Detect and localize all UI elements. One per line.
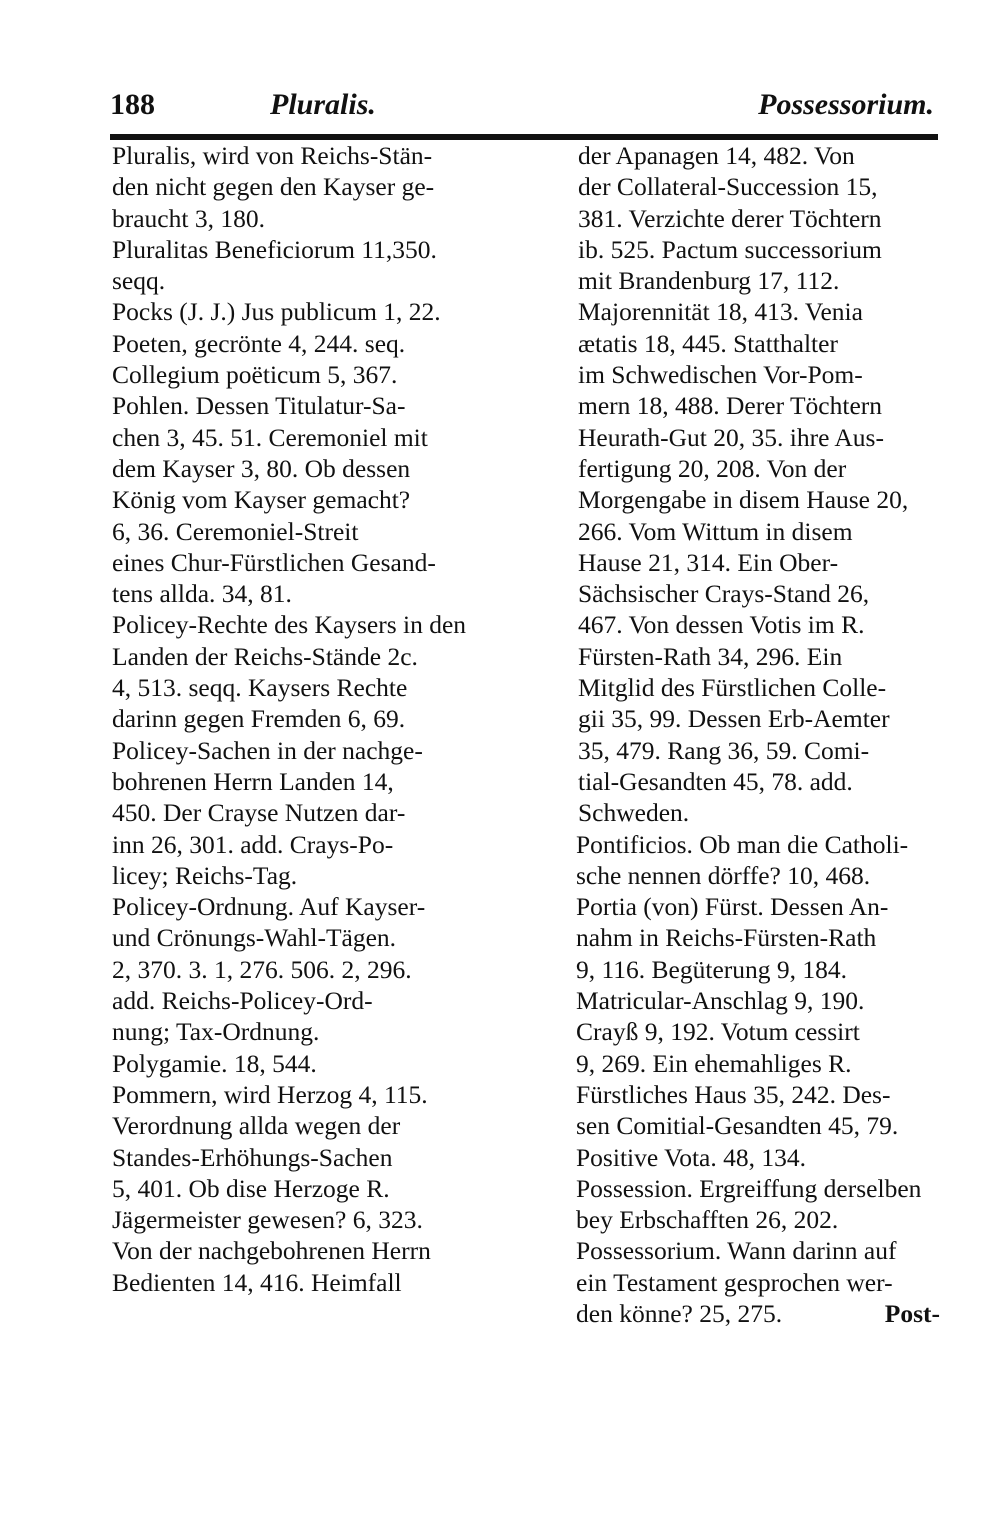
entry-line: Pocks (J. J.) Jus publicum 1, 22. bbox=[112, 297, 441, 327]
entry-line: mern 18, 488. Derer Töchtern bbox=[578, 391, 883, 421]
entry-line: Von der nachgebohrenen Herrn bbox=[112, 1236, 431, 1266]
left-column bbox=[112, 140, 516, 1298]
entry-line: Policey-Rechte des Kaysers in den bbox=[112, 610, 467, 640]
entry-line: Possessorium. Wann darinn auf bbox=[576, 1236, 897, 1266]
entry-line: Heurath-Gut 20, 35. ihre Aus- bbox=[578, 422, 884, 452]
page-number: 188 bbox=[110, 88, 155, 121]
entry-line: sen Comitial-Gesandten 45, 79. bbox=[576, 1111, 899, 1141]
entry-line: tial-Gesandten 45, 78. add. bbox=[578, 766, 853, 796]
entry-line: Pommern, wird Herzog 4, 115. bbox=[112, 1079, 428, 1109]
entry-line: Landen der Reichs-Stände 2c. bbox=[112, 641, 418, 671]
right-column bbox=[540, 140, 940, 1330]
entry-line: Hause 21, 314. Ein Ober- bbox=[578, 547, 839, 577]
index-entry bbox=[112, 296, 516, 327]
entry-line: nahm in Reichs-Fürsten-Rath bbox=[576, 923, 877, 953]
entry-line: Majorennität 18, 413. Venia bbox=[578, 297, 863, 327]
entry-line: Morgengabe in disem Hause 20, bbox=[578, 485, 909, 515]
entry-line: 4, 513. seqq. Kaysers Rechte bbox=[112, 673, 408, 703]
entry-line: Sächsischer Crays-Stand 26, bbox=[578, 579, 870, 609]
entry-line: Mitglid des Fürstlichen Colle- bbox=[578, 673, 887, 703]
index-entry bbox=[540, 891, 940, 1141]
index-entry bbox=[112, 609, 516, 891]
entry-line: inn 26, 301. add. Crays-Po- bbox=[112, 829, 394, 859]
index-entry bbox=[112, 140, 516, 234]
entry-line: Collegium poëticum 5, 367. bbox=[112, 360, 398, 390]
index-entry bbox=[112, 1048, 516, 1079]
entry-line: Bedienten 14, 416. Heimfall bbox=[112, 1267, 402, 1297]
entry-line: tens allda. 34, 81. bbox=[112, 579, 292, 609]
entry-line: chen 3, 45. 51. Ceremoniel mit bbox=[112, 422, 428, 452]
index-entry bbox=[112, 328, 516, 391]
entry-line: 9, 116. Begüterung 9, 184. bbox=[576, 954, 848, 984]
entry-line: Pontificios. Ob man die Catholi- bbox=[576, 829, 909, 859]
index-entry bbox=[112, 390, 516, 609]
entry-line: der Apanagen 14, 482. Von bbox=[578, 141, 855, 170]
entry-line: Pohlen. Dessen Titulatur-Sa- bbox=[112, 391, 406, 421]
index-entry bbox=[540, 140, 940, 829]
entry-line: 450. Der Crayse Nutzen dar- bbox=[112, 798, 406, 828]
entry-line: den nicht gegen den Kayser ge- bbox=[112, 172, 435, 202]
entry-line: Pluralitas Beneficiorum 11,350. bbox=[112, 234, 437, 264]
entry-line: nung; Tax-Ordnung. bbox=[112, 1017, 320, 1047]
entry-line: Fürsten-Rath 34, 296. Ein bbox=[578, 641, 843, 671]
catchword: Post- bbox=[884, 1299, 940, 1329]
entry-line: darinn gegen Fremden 6, 69. bbox=[112, 704, 406, 734]
index-entry bbox=[540, 1142, 940, 1173]
running-header bbox=[110, 88, 940, 128]
entry-line: der Collateral-Succession 15, bbox=[578, 172, 878, 202]
entry-line: braucht 3, 180. bbox=[112, 203, 265, 233]
entry-line: Polygamie. 18, 544. bbox=[112, 1048, 317, 1078]
index-entry bbox=[112, 234, 516, 297]
entry-line: 9, 269. Ein ehemahliges R. bbox=[576, 1048, 852, 1078]
entry-line: gii 35, 99. Dessen Erb-Aemter bbox=[578, 704, 890, 734]
entry-line: 35, 479. Rang 36, 59. Comi- bbox=[578, 735, 870, 765]
entry-line: sche nennen dörffe? 10, 468. bbox=[576, 860, 871, 890]
entry-line: Crayß 9, 192. Votum cessirt bbox=[576, 1017, 860, 1047]
entry-line: bey Erbschafften 26, 202. bbox=[576, 1205, 839, 1235]
left-headword: Pluralis. bbox=[270, 88, 376, 121]
entry-line: Standes-Erhöhungs-Sachen bbox=[112, 1142, 393, 1172]
entry-line: Jägermeister gewesen? 6, 323. bbox=[112, 1205, 423, 1235]
entry-line: ein Testament gesprochen wer- bbox=[576, 1267, 893, 1297]
entry-line: im Schwedischen Vor-Pom- bbox=[578, 360, 863, 390]
entry-line: Matricular-Anschlag 9, 190. bbox=[576, 986, 865, 1016]
entry-line: und Crönungs-Wahl-Tägen. bbox=[112, 923, 397, 953]
entry-line: Poeten, gecrönte 4, 244. seq. bbox=[112, 328, 406, 358]
index-entry bbox=[112, 891, 516, 1047]
index-entry bbox=[112, 1079, 516, 1298]
entry-line: Pluralis, wird von Reichs-Stän- bbox=[112, 141, 433, 170]
entry-line: licey; Reichs-Tag. bbox=[112, 860, 298, 890]
entry-line: add. Reichs-Policey-Ord- bbox=[112, 986, 373, 1016]
entry-line: Verordnung allda wegen der bbox=[112, 1111, 401, 1141]
entry-line: Portia (von) Fürst. Dessen An- bbox=[576, 892, 889, 922]
entry-line: ib. 525. Pactum successorium bbox=[578, 234, 882, 264]
entry-line: den könne? 25, 275. bbox=[576, 1298, 783, 1328]
entry-line: mit Brandenburg 17, 112. bbox=[578, 266, 840, 296]
entry-line: Policey-Sachen in der nachge- bbox=[112, 735, 423, 765]
entry-line: 5, 401. Ob dise Herzoge R. bbox=[112, 1173, 390, 1203]
entry-line: Possession. Ergreiffung derselben bbox=[576, 1173, 922, 1203]
entry-line: 2, 370. 3. 1, 276. 506. 2, 296. bbox=[112, 954, 412, 984]
entry-line: Fürstliches Haus 35, 242. Des- bbox=[576, 1079, 891, 1109]
entry-line: eines Chur-Fürstlichen Gesand- bbox=[112, 547, 436, 577]
entry-line: dem Kayser 3, 80. Ob dessen bbox=[112, 453, 411, 483]
entry-line: 381. Verzichte derer Töchtern bbox=[578, 203, 882, 233]
entry-line: ætatis 18, 445. Statthalter bbox=[578, 328, 838, 358]
entry-line: bohrenen Herrn Landen 14, bbox=[112, 766, 394, 796]
entry-line: Positive Vota. 48, 134. bbox=[576, 1142, 806, 1172]
entry-line: 6, 36. Ceremoniel-Streit bbox=[112, 516, 359, 546]
entry-line: Policey-Ordnung. Auf Kayser- bbox=[112, 892, 426, 922]
entry-line: König vom Kayser gemacht? bbox=[112, 485, 411, 515]
right-headword: Possessorium. bbox=[758, 88, 934, 121]
entry-line: seqq. bbox=[112, 266, 166, 296]
index-entry bbox=[540, 829, 940, 892]
entry-line: 467. Von dessen Votis im R. bbox=[578, 610, 865, 640]
entry-line: 266. Vom Wittum in disem bbox=[578, 516, 853, 546]
index-entry bbox=[540, 1173, 940, 1236]
entry-line: fertigung 20, 208. Von der bbox=[578, 453, 847, 483]
entry-line: Schweden. bbox=[578, 798, 690, 828]
